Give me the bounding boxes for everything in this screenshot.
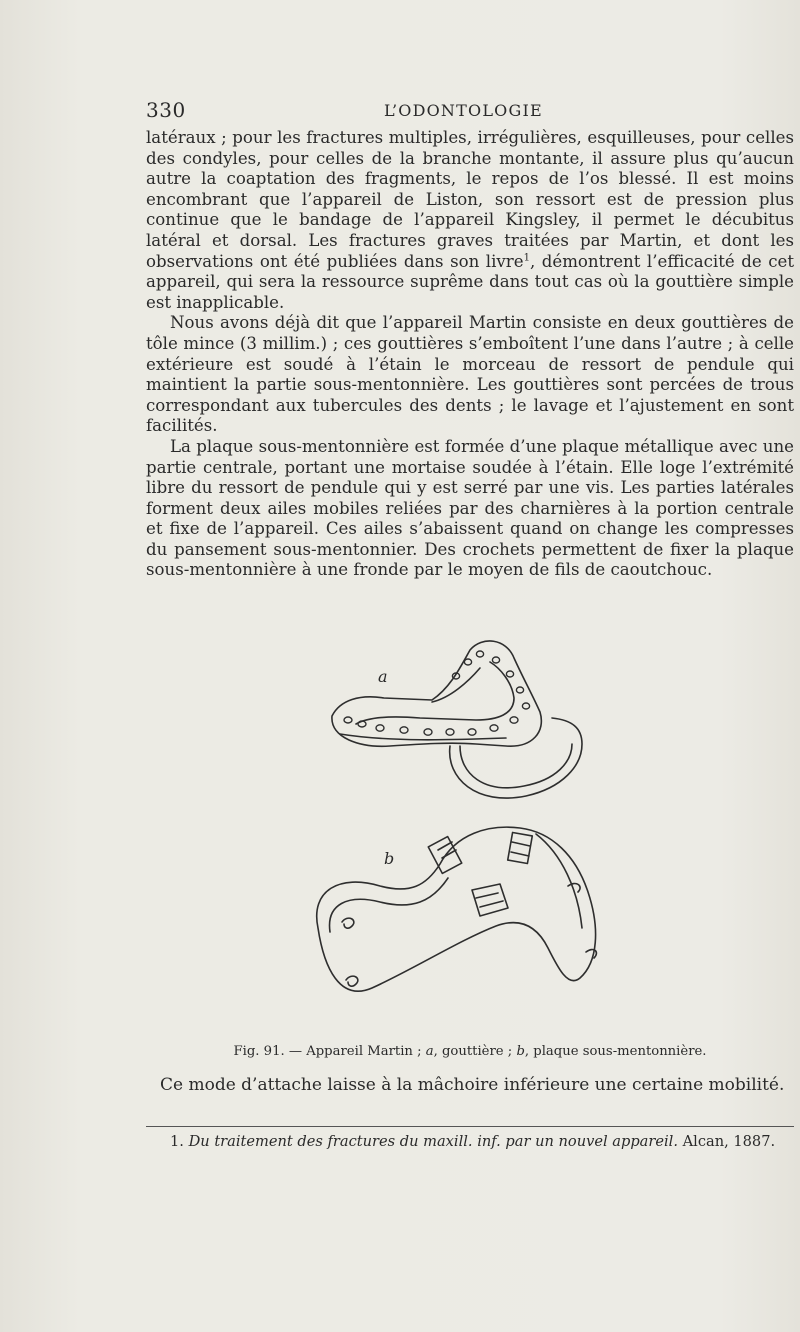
plate-right-edge	[536, 834, 582, 928]
splint-rim	[340, 734, 506, 740]
footnote-publisher: Alcan, 1887.	[682, 1133, 776, 1150]
caption-end: , plaque sous-mentonnière.	[524, 1044, 707, 1059]
caption-b: b	[516, 1044, 525, 1059]
hook-left-lower	[346, 976, 358, 986]
caption-prefix: Fig. 91. — Appareil Martin ;	[233, 1044, 426, 1059]
body-text	[146, 128, 794, 581]
plate-mortise	[472, 884, 508, 916]
caption-mid: , gouttière ;	[433, 1044, 517, 1059]
footnote-divider	[146, 1126, 794, 1127]
splint-perforations	[344, 651, 530, 735]
footnote	[146, 1132, 794, 1151]
closing-paragraph-text: Ce mode d’attache laisse à la mâchoire inférieure une certaine mobilité.	[160, 1075, 785, 1095]
pendulum-spring-inner	[460, 744, 572, 788]
footnote-text	[146, 1132, 794, 1151]
footnote-title: Du traitement des fractures du maxill. inf. par un nouvel appareil.	[188, 1133, 678, 1150]
page-number: 330	[146, 98, 186, 122]
figure-illustration	[300, 628, 630, 1026]
appareil-martin-drawing	[300, 628, 630, 1026]
closing-paragraph	[146, 1074, 794, 1096]
running-head: L’ODONTOLOGIE	[384, 101, 543, 120]
hinge-right	[508, 832, 533, 863]
hook-left-upper	[342, 918, 354, 928]
figure-caption	[150, 1044, 790, 1059]
paragraph-1-text: latéraux ; pour les fractures multiples, irrégulières, esquilleuses, pour celles des condyles, pour celles de la branche montante, il assure plus qu’aucun autre la coaptation des fragments, le repos de l’os blessé. Il est moins encombrant que l’appareil de Liston, son ressort est de pression plus continue que le bandage de l’appareil Kingsley, il permet le décubitus latéral et dorsal. Les fractures graves traitées par Martin, et dont les observations ont été publiées dans son livre	[146, 128, 794, 271]
footnote-number: 1.	[170, 1133, 184, 1150]
paragraph-3: La plaque sous-mentonnière est formée d’une plaque métallique avec une partie centrale, portant une mortaise soudée à l’étain. Elle loge l’extrémité libre du ressort de pendule qui y est serré par une vis. Les parties latérales forment deux ailes mobiles reliées par des charnières à la portion centrale et fixe de l’appareil. Ces ailes s’abaissent quand on change les compresses du pansement sous-mentonnier. Des crochets permettent de fixer la plaque sous-mentonnière à une fronde par le moyen de fils de caoutchouc.	[146, 436, 794, 580]
caption-a: a	[425, 1044, 434, 1059]
paragraph-1	[146, 128, 794, 313]
paragraph-2: Nous avons déjà dit que l’appareil Martin consiste en deux gouttières de tôle mince (3 millim.) ; ces gouttières s’emboîtent l’une dans l’autre ; à celle extérieure est soudé à l’étain le morceau de ressort de pendule qui maintient la partie sous-mentonnière. Les gouttières sont percées de trous correspondant aux tubercules des dents ; le lavage et l’ajustement en sont facilités.	[146, 313, 794, 436]
splint-outer-outline	[332, 641, 541, 746]
figure-label-b: b	[384, 849, 395, 868]
paragraph-1-end: , démontrent l’efficacité de cet appareil, qui sera la ressource suprême dans tout cas où la gouttière simple est inapplicable.	[146, 251, 794, 312]
figure-label-a: a	[378, 667, 388, 686]
hook-lower-right	[586, 950, 596, 958]
page-header	[146, 98, 794, 128]
plate-inner-edge	[330, 878, 448, 932]
footnote-reference[interactable]: 1	[523, 252, 530, 264]
